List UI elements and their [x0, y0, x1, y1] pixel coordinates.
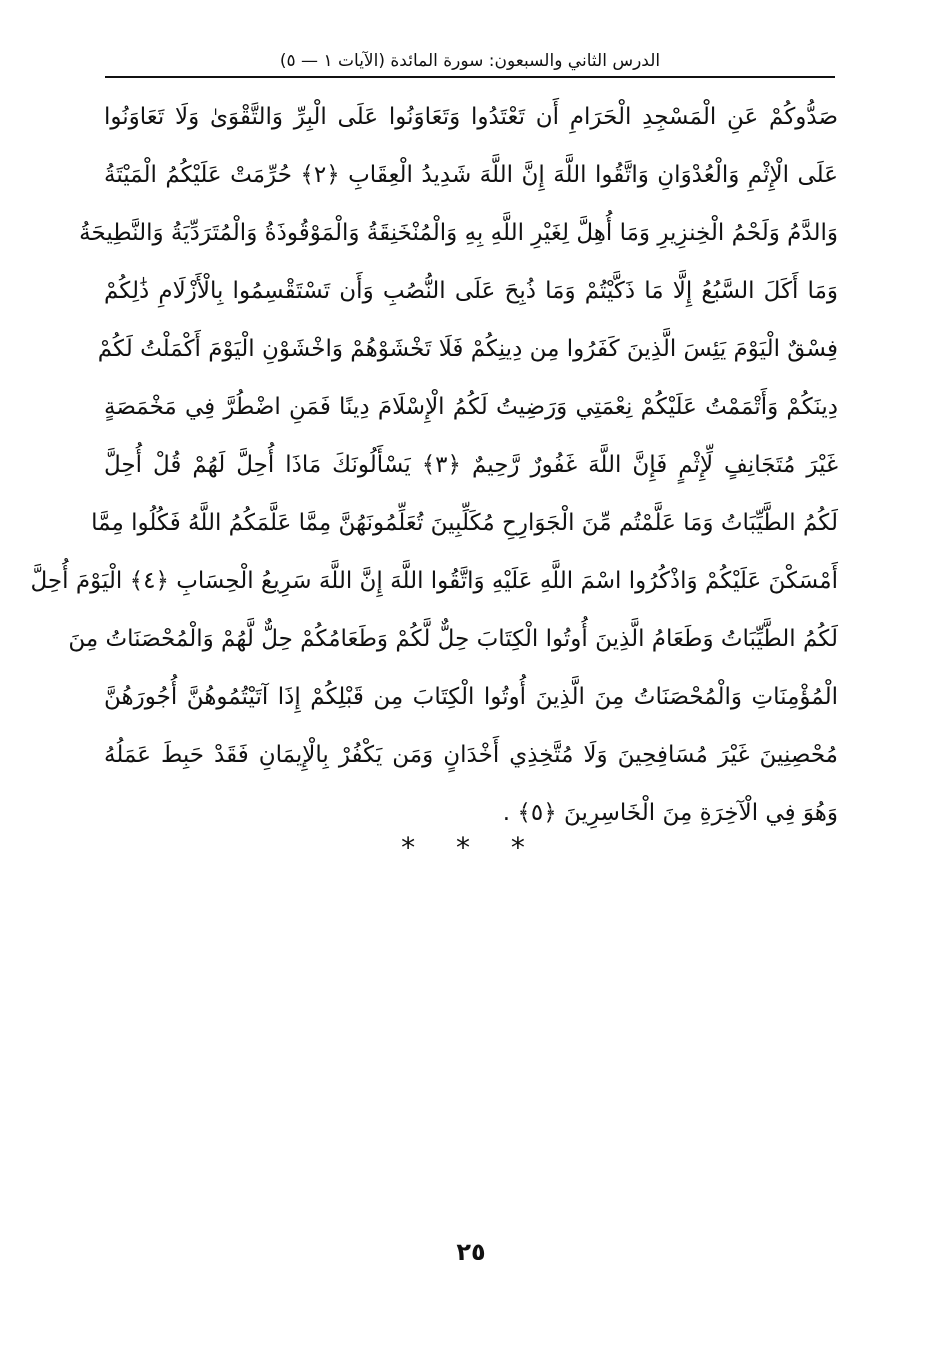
verse-line: غَيْرَ مُتَجَانِفٍ لِّإِثْمٍ فَإِنَّ اللَّهَ غَفُورٌ رَّحِيمٌ ﴿٣﴾ يَسْأَلُونَكَ مَاذَا أُحِلَّ لَهُمْ قُلْ أُحِلَّ — [104, 452, 838, 478]
verse-line: عَلَى الْإِثْمِ وَالْعُدْوَانِ وَاتَّقُوا اللَّهَ إِنَّ اللَّهَ شَدِيدُ الْعِقَابِ ﴿٢﴾ حُرِّمَتْ عَلَيْكُمُ الْمَيْتَةُ — [104, 162, 838, 188]
verse-line: صَدُّوكُمْ عَنِ الْمَسْجِدِ الْحَرَامِ أَن تَعْتَدُوا وَتَعَاوَنُوا عَلَى الْبِرِّ وَالتَّقْوَىٰ وَلَا تَعَاوَنُوا — [104, 104, 838, 130]
running-header: الدرس الثاني والسبعون: سورة المائدة (الآيات ١ — ٥) — [279, 51, 661, 71]
quran-verses-block — [30, 88, 838, 842]
verse-line: لَكُمُ الطَّيِّبَاتُ وَمَا عَلَّمْتُم مِّنَ الْجَوَارِحِ مُكَلِّبِينَ تُعَلِّمُونَهُنَّ مِمَّا عَلَّمَكُمُ اللَّهُ فَكُلُوا مِمَّا — [91, 510, 838, 536]
verse-line: لَكُمُ الطَّيِّبَاتُ وَطَعَامُ الَّذِينَ أُوتُوا الْكِتَابَ حِلٌّ لَّكُمْ وَطَعَامُكُمْ حِلٌّ لَّهُمْ وَالْمُحْصَنَاتُ مِنَ — [68, 626, 838, 652]
header-rule — [105, 76, 835, 78]
verse-line: وَمَا أَكَلَ السَّبُعُ إِلَّا مَا ذَكَّيْتُمْ وَمَا ذُبِحَ عَلَى النُّصُبِ وَأَن تَسْتَقْسِمُوا بِالْأَزْلَامِ ذَٰلِكُمْ — [104, 278, 838, 304]
verse-line: وَالدَّمُ وَلَحْمُ الْخِنزِيرِ وَمَا أُهِلَّ لِغَيْرِ اللَّهِ بِهِ وَالْمُنْخَنِقَةُ وَالْمَوْقُوذَةُ وَالْمُتَرَدِّيَةُ وَالنَّطِيحَةُ — [79, 220, 838, 246]
section-separator: * * * — [401, 831, 541, 864]
page-number: ٢٥ — [456, 1238, 486, 1266]
verse-line: وَهُوَ فِي الْآخِرَةِ مِنَ الْخَاسِرِينَ ﴿٥﴾ . — [502, 800, 838, 826]
verse-line: مُحْصِنِينَ غَيْرَ مُسَافِحِينَ وَلَا مُتَّخِذِي أَخْدَانٍ وَمَن يَكْفُرْ بِالْإِيمَانِ فَقَدْ حَبِطَ عَمَلُهُ — [104, 742, 838, 768]
verse-line: أَمْسَكْنَ عَلَيْكُمْ وَاذْكُرُوا اسْمَ اللَّهِ عَلَيْهِ وَاتَّقُوا اللَّهَ إِنَّ اللَّهَ سَرِيعُ الْحِسَابِ ﴿٤﴾ الْيَوْمَ أُحِلَّ — [30, 568, 838, 594]
verse-line: دِينَكُمْ وَأَتْمَمْتُ عَلَيْكُمْ نِعْمَتِي وَرَضِيتُ لَكُمُ الْإِسْلَامَ دِينًا فَمَنِ اضْطُرَّ فِي مَخْمَصَةٍ — [104, 394, 838, 420]
verse-line: الْمُؤْمِنَاتِ وَالْمُحْصَنَاتُ مِنَ الَّذِينَ أُوتُوا الْكِتَابَ مِن قَبْلِكُمْ إِذَا آتَيْتُمُوهُنَّ أُجُورَهُنَّ — [104, 684, 838, 710]
verse-line: فِسْقٌ الْيَوْمَ يَئِسَ الَّذِينَ كَفَرُوا مِن دِينِكُمْ فَلَا تَخْشَوْهُمْ وَاخْشَوْنِ الْيَوْمَ أَكْمَلْتُ لَكُمْ — [97, 336, 838, 362]
